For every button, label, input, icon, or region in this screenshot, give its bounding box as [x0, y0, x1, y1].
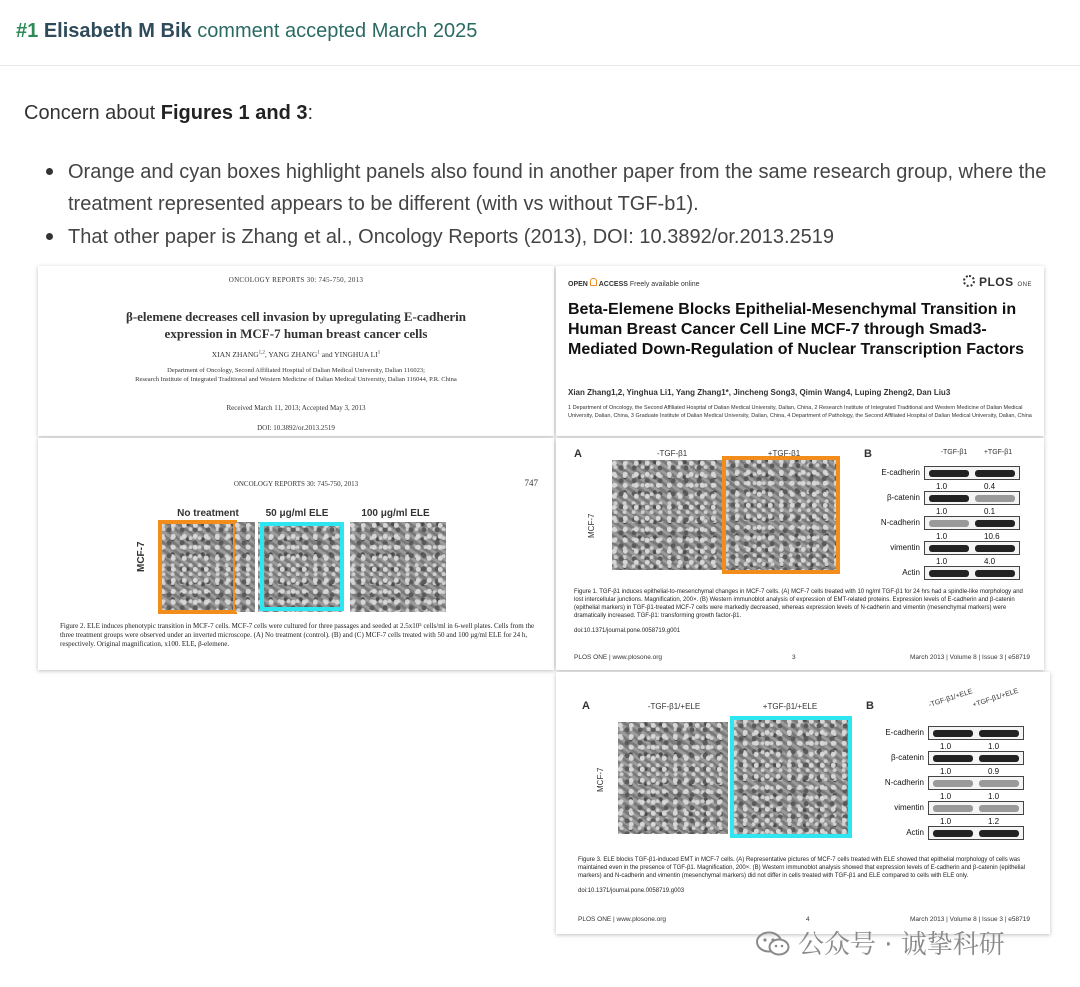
paper-affiliations: 1 Department of Oncology, the Second Affiliated Hospital of Dalian Medical University, Dalian, China, 2 Research Institute of Integrated Traditional and Western Medicine of Dalian Medical University, Dalian, China, 3 Graduate Institute of Dalian Medical University, Dalian, China, 4 Department of Pathology, the Second Affiliated Hospital of Dalian Medical University, Dalian, China	[568, 405, 1032, 419]
blot-label: E-cadherin	[885, 728, 924, 737]
bullet-item: Orange and cyan boxes highlight panels also found in another paper from the same research group, where the treatment represented appears to be different (with vs without TGF-b1).	[44, 156, 1054, 220]
blot-value: 1.0	[988, 792, 1000, 801]
blot-value: 1.0	[940, 792, 952, 801]
blot-value: 1.0	[936, 482, 948, 491]
blot-value: 1.2	[988, 817, 1000, 826]
blot-label: N-cadherin	[880, 518, 920, 527]
page-footer-left: PLOS ONE | www.plosone.org	[574, 654, 663, 661]
oncology-figure-page	[38, 438, 554, 670]
cyan-highlight-box	[262, 524, 342, 609]
blot-value: 0.9	[988, 767, 1000, 776]
blot-value: 1.0	[936, 557, 948, 566]
concern-figures: Figures 1 and 3	[160, 102, 308, 124]
author-sup: 1	[317, 350, 320, 356]
blot-band	[933, 780, 973, 787]
blot-label: Actin	[906, 828, 924, 837]
oncology-title-page	[38, 266, 554, 436]
blot-band	[929, 520, 969, 527]
blot-band	[933, 805, 973, 812]
comment-number[interactable]: #1	[16, 20, 39, 42]
row-label: MCF-7	[587, 513, 596, 538]
blot-header: +TGF-β1/+ELE	[971, 687, 1020, 709]
plos-title-page	[556, 266, 1044, 436]
plos-figure1-page	[556, 438, 1044, 670]
blot-label: vimentin	[894, 803, 924, 812]
column-label: No treatment	[177, 508, 239, 519]
blot-header: -TGF-β1/+ELE	[927, 688, 974, 709]
blot-band	[929, 470, 969, 477]
blot-band	[979, 730, 1019, 737]
figure-caption: Figure 1. TGF-β1 induces epithelial-to-mesenchymal changes in MCF-7 cells. (A) MCF-7 cells treated with 10 ng/ml TGF-β1 for 24 hrs had a spindle-like morphology and lost intercellular junctions. Magnification, 200×. (B) Western immunoblot analysis of expression of EMT-related proteins. Expression levels of E-cadherin and β-catenin (epithelial markers) in TGF-β1-treated MCF-7 cells were markedly decreased, whereas expression levels of N-cadherin and vimentin (mesenchymal markers) were dramatically increased. TGF-β1: transforming growth factor-β1.	[574, 589, 1023, 619]
comment-header-line	[16, 18, 477, 44]
column-label: +TGF-β1/+ELE	[762, 702, 818, 711]
running-head: ONCOLOGY REPORTS 30: 745-750, 2013	[233, 480, 359, 488]
blot-row	[924, 466, 1020, 480]
plos-figure3-page	[556, 672, 1050, 934]
blot-band	[975, 545, 1015, 552]
blot-band	[979, 830, 1019, 837]
concern-prefix: Concern about	[24, 102, 161, 124]
page-number: 747	[524, 478, 538, 488]
column-label: -TGF-β1	[656, 449, 688, 458]
comment-author[interactable]: Elisabeth M Bik	[43, 20, 192, 42]
blot-band	[975, 520, 1015, 527]
plos-logo	[963, 275, 1032, 289]
blot-band	[933, 830, 973, 837]
lock-icon	[590, 278, 597, 286]
blot-row	[924, 491, 1020, 505]
blot-band	[979, 780, 1019, 787]
blot-value: 4.0	[984, 557, 996, 566]
running-head: ONCOLOGY REPORTS 30: 745-750, 2013	[228, 276, 364, 284]
page-footer-left: PLOS ONE | www.plosone.org	[578, 916, 667, 923]
paper-title: Beta-Elemene Blocks Epithelial-Mesenchymal Transition in Human Breast Cancer Cell Line MCF-7 through Smad3-Mediated Down-Regulation of Nuclear Transcription Factors	[568, 301, 1025, 358]
blot-row	[924, 566, 1020, 580]
column-label: 100 μg/ml ELE	[361, 508, 430, 519]
page-footer-number: 3	[792, 654, 796, 661]
blot-label: vimentin	[890, 543, 920, 552]
paper-title	[38, 308, 554, 342]
row-label: MCF-7	[596, 767, 605, 792]
blot-band	[979, 755, 1019, 762]
plos-logo-sub: ONE	[1017, 282, 1032, 288]
blot-band	[975, 495, 1015, 502]
micrograph-no-treatment-extra	[235, 522, 255, 612]
paper-authors	[38, 350, 554, 359]
plos-logo-icon	[963, 275, 975, 287]
blot-band	[933, 730, 973, 737]
blot-value: 1.0	[988, 742, 1000, 751]
panel-a-label: A	[582, 700, 590, 712]
micrograph-minus-tgf-ele	[618, 722, 728, 834]
paper-affiliations	[38, 366, 554, 384]
micrograph-plus-tgf	[724, 458, 838, 572]
blot-row	[928, 751, 1024, 765]
blot-label: E-cadherin	[881, 468, 920, 477]
page-footer-right: March 2013 | Volume 8 | Issue 3 | e58719	[910, 916, 1030, 923]
blot-row	[928, 801, 1024, 815]
comment-meta: comment accepted March 2025	[197, 20, 478, 42]
blot-row	[928, 776, 1024, 790]
blot-row	[928, 726, 1024, 740]
panel-b-label: B	[864, 448, 872, 460]
micrograph-no-treatment	[160, 522, 235, 612]
blot-label: β-catenin	[890, 753, 924, 762]
affiliation-2: Research Institute of Integrated Traditional and Western Medicine of Dalian Medical University, Dalian 116044, P.R. China	[135, 376, 457, 383]
blot-value: 10.6	[984, 532, 1000, 541]
author-name: , YANG ZHANG	[264, 350, 318, 359]
open-label: OPEN	[568, 281, 588, 288]
blot-label: N-cadherin	[884, 778, 924, 787]
received-dates: Received March 11, 2013; Accepted May 3, 2013	[226, 404, 366, 412]
bullet-item: That other paper is Zhang et al., Oncology Reports (2013), DOI: 10.3892/or.2013.2519	[44, 221, 1054, 253]
blot-header: +TGF-β1	[983, 449, 1013, 456]
concern-bullet-list	[44, 156, 1054, 254]
blot-value: 1.0	[936, 507, 948, 516]
watermark	[756, 924, 1005, 961]
blot-row	[928, 826, 1024, 840]
author-name: and YINGHUA LI	[319, 350, 378, 359]
blot-value: 1.0	[936, 532, 948, 541]
blot-value: 1.0	[940, 817, 952, 826]
blot-band	[933, 755, 973, 762]
open-access-banner	[568, 278, 700, 288]
micrograph-plus-tgf-ele	[732, 718, 850, 836]
paper-title-line2: expression in MCF-7 human breast cancer cells	[164, 326, 428, 341]
row-label: MCF-7	[136, 541, 147, 572]
paper-title-line1: β-elemene decreases cell invasion by upregulating E-cadherin	[125, 309, 467, 324]
wechat-icon	[756, 931, 790, 957]
figure-caption: Figure 3. ELE blocks TGF-β1-induced EMT in MCF-7 cells. (A) Representative pictures of MCF-7 cells treated with ELE showed that epithelial morphology of cells was maintained even in the presence of TGF-β1. Magnification, 200×. (B) Western immunoblot analysis showed that expression levels of E-cadherin and β-catenin (epithelial markers) and N-cadherin and vimentin (mesenchymal markers) did not differ in cells treated with TGF-β1 and ELE compared to cells with ELE only.	[578, 857, 1026, 879]
blot-label: β-catenin	[886, 493, 920, 502]
paper-authors: Xian Zhang1,2, Yinghua Li1, Yang Zhang1*, Jincheng Song3, Qimin Wang4, Luping Zheng2, Dan Liu3	[568, 388, 951, 397]
column-label: +TGF-β1	[767, 449, 801, 458]
author-name: XIAN ZHANG	[211, 350, 259, 359]
page-footer-right: March 2013 | Volume 8 | Issue 3 | e58719	[910, 654, 1030, 661]
panel-a-label: A	[574, 448, 582, 460]
access-label: ACCESS	[598, 281, 628, 288]
affiliation-1: Department of Oncology, Second Affiliated Hospital of Dalian Medical University, Dalian 116023;	[167, 367, 425, 374]
micrograph-100-ele	[350, 522, 446, 612]
blot-band	[975, 470, 1015, 477]
blot-value: 0.1	[984, 507, 996, 516]
figure-doi: doi:10.1371/journal.pone.0058719.g001	[574, 628, 681, 634]
blot-value: 1.0	[940, 742, 952, 751]
blot-band	[975, 570, 1015, 577]
blot-row	[924, 541, 1020, 555]
watermark-text: 公众号 · 诚挚科研	[798, 930, 1005, 960]
panel-b-label: B	[866, 700, 874, 712]
blot-header: -TGF-β1	[940, 449, 968, 456]
author-sup: 1	[377, 350, 381, 356]
blot-value: 0.4	[984, 482, 996, 491]
freely-available: Freely available online	[629, 281, 700, 288]
plos-logo-text: PLOS	[978, 275, 1014, 289]
page-footer-number: 4	[806, 916, 810, 923]
blot-row	[924, 516, 1020, 530]
figure-doi: doi:10.1371/journal.pone.0058719.g003	[578, 888, 685, 894]
blot-band	[929, 495, 969, 502]
micrograph-minus-tgf	[612, 460, 722, 570]
blot-value: 1.0	[940, 767, 952, 776]
figure-caption: Figure 2. ELE induces phenotypic transition in MCF-7 cells. MCF-7 cells were cultured for three passages and seeded at 2.5x10⁵ cells/ml in 6-well plates. Cells from the three treatment groups were observed under an inverted microscope. (A) No treatment (control). (B) and (C) MCF-7 cells treated with 50 and 100 μg/ml ELE for 24 h, respectively. Original magnification, x100. ELE, β-elemene.	[60, 622, 535, 648]
blot-band	[929, 545, 969, 552]
author-sup: 1,2	[258, 350, 265, 356]
blot-label: Actin	[902, 568, 920, 577]
comment-header	[0, 0, 1080, 66]
concern-suffix: :	[307, 102, 314, 124]
paper-doi: DOI: 10.3892/or.2013.2519	[257, 424, 335, 432]
blot-band	[979, 805, 1019, 812]
concern-intro	[24, 100, 313, 126]
blot-band	[929, 570, 969, 577]
column-label: -TGF-β1/+ELE	[647, 702, 701, 711]
column-label: 50 μg/ml ELE	[265, 508, 329, 519]
